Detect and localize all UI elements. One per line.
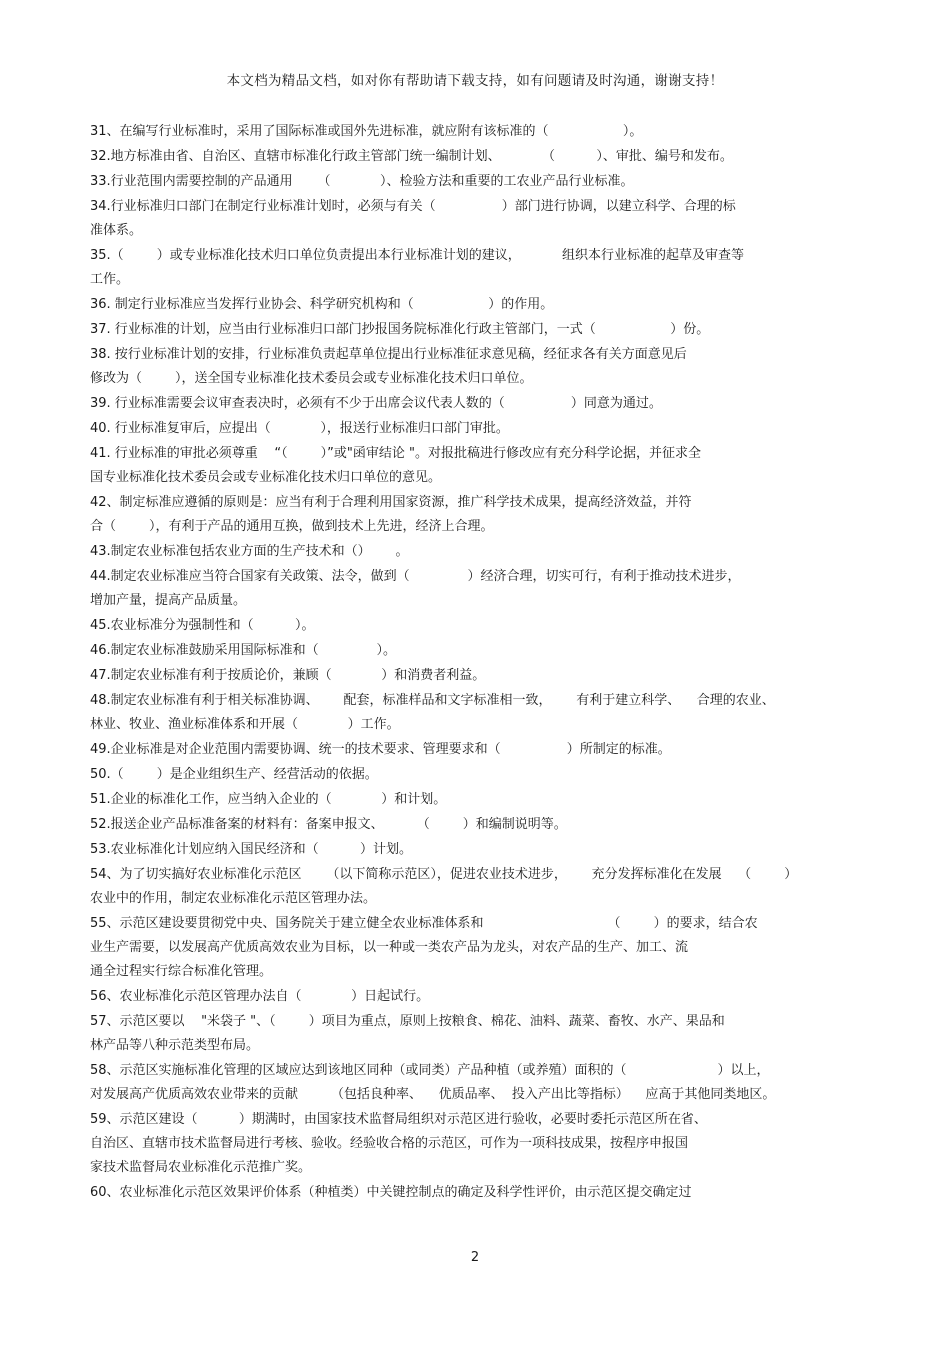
question-item (90, 689, 880, 737)
question-item (90, 195, 880, 243)
question-item (90, 1181, 880, 1205)
question-item (90, 639, 880, 663)
question-line: 增加产量，提高产品质量。 (90, 593, 247, 608)
question-item (90, 985, 880, 1009)
question-line: 农业中的作用，制定农业标准化示范区管理办法。 (90, 891, 377, 906)
question-item (90, 912, 880, 984)
question-line: 业生产需要，以发展高产优质高效农业为目标，以一种或一类农产品为龙头，对农产品的生产、加工、流 (90, 940, 689, 955)
question-line: 48.制定农业标准有利于相关标准协调、 配套，标准样品和文字标准相一致， 有利于建立科学、 合理的农业、 (90, 693, 775, 708)
question-item (90, 1059, 880, 1107)
question-item (90, 1108, 880, 1180)
question-item (90, 1010, 880, 1058)
question-line: 通全过程实行综合标准化管理。 (90, 964, 273, 979)
question-item (90, 417, 880, 441)
question-line: 35.（ ）或专业标准化技术归口单位负责提出本行业标准计划的建议， 组织本行业标准的起草及审查等 (90, 248, 745, 263)
question-line: 国专业标准化技术委员会或专业标准化技术归口单位的意见。 (90, 470, 442, 485)
question-line: 47.制定农业标准有利于按质论价，兼顾（ ）和消费者利益。 (90, 668, 486, 683)
question-line: 56、农业标准化示范区管理办法自（ ）日起试行。 (90, 989, 430, 1004)
page-number: 2 (470, 1250, 480, 1265)
question-line: 41. 行业标准的审批必须尊重 “（ ）”或"函审结论 "。对报批稿进行修改应有充分科学论据，并征求全 (90, 446, 701, 461)
question-item (90, 392, 880, 416)
question-item (90, 491, 880, 539)
question-line: 修改为（ ），送全国专业标准化技术委员会或专业标准化技术归口单位。 (90, 371, 533, 386)
question-line: 工作。 (90, 272, 130, 287)
question-line: 合（ ），有利于产品的通用互换，做到技术上先进，经济上合理。 (90, 519, 494, 534)
question-item (90, 863, 880, 911)
question-item (90, 738, 880, 762)
question-line: 42、制定标准应遵循的原则是：应当有利于合理利用国家资源，推广科学技术成果，提高经济效益，并符 (90, 495, 692, 510)
question-line: 54、为了切实搞好农业标准化示范区 （以下简称示范区），促进农业技术进步， 充分发挥标准化在发展 （ ） (90, 867, 798, 882)
question-item (90, 293, 880, 317)
question-line: 58、示范区实施标准化管理的区域应达到该地区同种（或同类）产品种植（或养殖）面积的（ ）以上， (90, 1063, 770, 1078)
question-line: 59、示范区建设（ ）期满时，由国家技术监督局组织对示范区进行验收，必要时委托示范区所在省、 (90, 1112, 707, 1127)
question-line: 44.制定农业标准应当符合国家有关政策、法令，做到（ ）经济合理，切实可行，有利于推动技术进步， (90, 569, 741, 584)
question-line: 49.企业标准是对企业范围内需要协调、统一的技术要求、管理要求和（ ）所制定的标准。 (90, 742, 671, 757)
question-item (90, 145, 880, 169)
question-line: 45.农业标准分为强制性和（ ）。 (90, 618, 315, 633)
question-item (90, 614, 880, 638)
question-line: 55、示范区建设要贯彻党中央、国务院关于建立健全农业标准体系和 （ ）的要求，结合农 (90, 916, 758, 931)
question-line: 33.行业范围内需要控制的产品通用 （ ）、检验方法和重要的工农业产品行业标准。 (90, 174, 634, 189)
question-line: 37. 行业标准的计划，应当由行业标准归口部门抄报国务院标准化行政主管部门，一式（ ）份。 (90, 322, 710, 337)
question-line: 50.（ ）是企业组织生产、经营活动的依据。 (90, 767, 378, 782)
question-item (90, 813, 880, 837)
question-item (90, 343, 880, 391)
question-item (90, 565, 880, 613)
question-line: 36. 制定行业标准应当发挥行业协会、科学研究机构和（ ）的作用。 (90, 297, 554, 312)
question-item (90, 244, 880, 292)
question-line: 准体系。 (90, 223, 143, 238)
question-line: 34.行业标准归口部门在制定行业标准计划时，必须与有关（ ）部门进行协调，以建立科学、合理的标 (90, 199, 736, 214)
question-list (90, 120, 880, 1206)
question-item (90, 788, 880, 812)
question-line: 40. 行业标准复审后，应提出（ ），报送行业标准归口部门审批。 (90, 421, 509, 436)
question-item (90, 442, 880, 490)
question-line: 53.农业标准化计划应纳入国民经济和（ ）计划。 (90, 842, 412, 857)
question-item (90, 540, 880, 564)
question-item (90, 120, 880, 144)
question-item (90, 838, 880, 862)
question-line: 林业、牧业、渔业标准体系和开展（ ）工作。 (90, 717, 400, 732)
question-line: 对发展高产优质高效农业带来的贡献 （包括良种率、 优质品率、 投入产出比等指标） 应高于其他同类地区。 (90, 1087, 776, 1102)
question-item (90, 664, 880, 688)
page-header-notice: 本文档为精品文档，如对你有帮助请下载支持，如有问题请及时沟通，谢谢支持！ (226, 73, 724, 89)
question-line: 31、在编写行业标准时，采用了国际标准或国外先进标准，就应附有该标准的（ ）。 (90, 124, 643, 139)
question-line: 46.制定农业标准鼓励采用国际标准和（ ）。 (90, 643, 397, 658)
question-line: 60、农业标准化示范区效果评价体系（种植类）中关键控制点的确定及科学性评价，由示范区提交确定过 (90, 1185, 692, 1200)
question-line: 52.报送企业产品标准备案的材料有：备案申报文、 （ ）和编制说明等。 (90, 817, 567, 832)
question-line: 林产品等八种示范类型布局。 (90, 1038, 260, 1053)
question-line: 38. 按行业标准计划的安排，行业标准负责起草单位提出行业标准征求意见稿，经征求各有关方面意见后 (90, 347, 687, 362)
question-line: 51.企业的标准化工作，应当纳入企业的（ ）和计划。 (90, 792, 447, 807)
question-line: 家技术监督局农业标准化示范推广奖。 (90, 1160, 312, 1175)
question-line: 32.地方标准由省、自治区、直辖市标准化行政主管部门统一编制计划、 （ ）、审批、编号和发布。 (90, 149, 733, 164)
question-line: 自治区、直辖市技术监督局进行考核、验收。经验收合格的示范区，可作为一项科技成果，按程序申报国 (90, 1136, 689, 1151)
question-item (90, 763, 880, 787)
question-item (90, 170, 880, 194)
question-line: 43.制定农业标准包括农业方面的生产技术和（） 。 (90, 544, 409, 559)
question-item (90, 318, 880, 342)
question-line: 57、示范区要以 "米袋子 "、（ ）项目为重点，原则上按粮食、棉花、油料、蔬菜、畜牧、水产、果品和 (90, 1014, 725, 1029)
question-line: 39. 行业标准需要会议审查表决时，必须有不少于出席会议代表人数的（ ）同意为通过。 (90, 396, 662, 411)
